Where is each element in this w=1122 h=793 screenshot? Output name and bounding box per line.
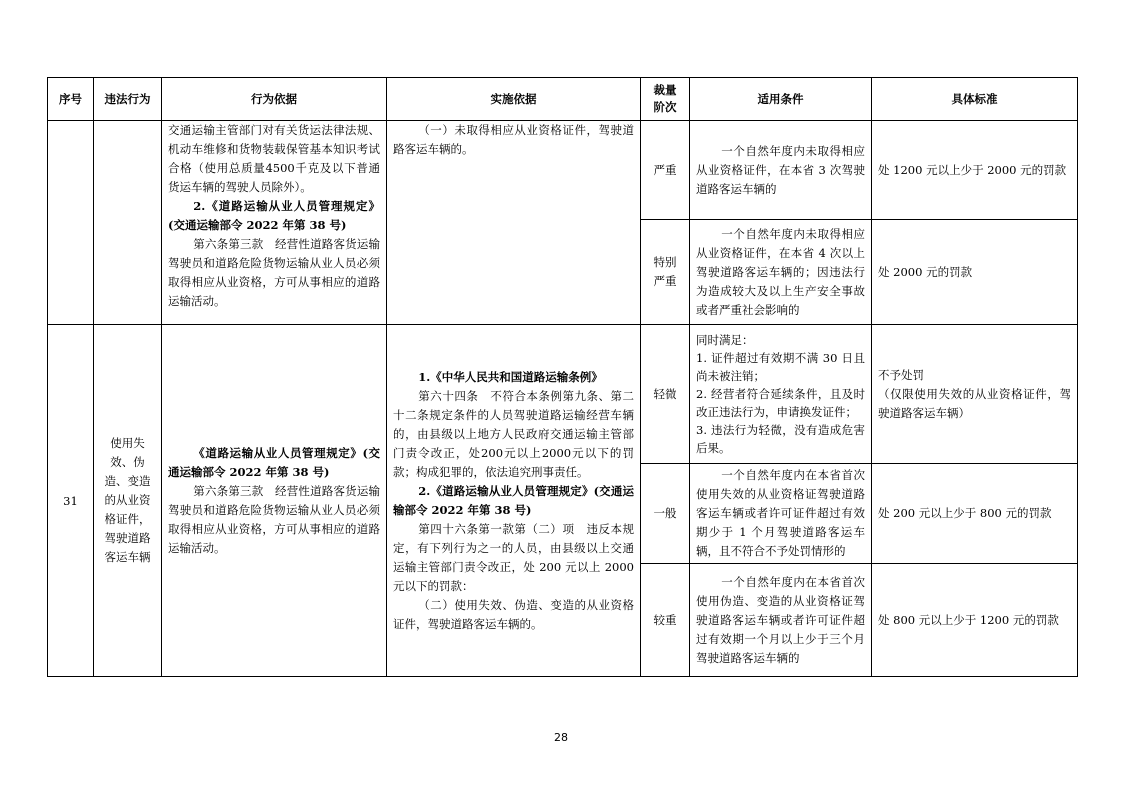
table-header-row xyxy=(48,78,1078,121)
row31-number: 31 xyxy=(48,325,94,677)
row30-condition-2: 一个自然年度内未取得相应从业资格证件，在本省 4 次以上驾驶道路客运车辆的；因违法行为造成较大及以上生产安全事故或者严重社会影响的 xyxy=(690,220,872,325)
row31-impl-line-4: 第四十六条第一款第（二）项 违反本规定，有下列行为之一的人员，由县级以上交通运输主管部门责令改正，处 200 元以上 2000 元以下的罚款： xyxy=(393,521,634,593)
page-number: 28 xyxy=(554,731,568,744)
row31-basis-line-2: 第六条第三款 经营性道路客货运输驾驶员和道路危险货物运输从业人员必须取得相应从业资格，方可从事相应的道路运输活动。 xyxy=(168,483,380,555)
row30-number xyxy=(48,121,94,325)
row30-level-2: 特别 严重 xyxy=(641,220,690,325)
row31-implementation xyxy=(387,325,641,677)
row30-implementation: （一）未取得相应从业资格证件，驾驶道路客运车辆的。 xyxy=(387,121,641,325)
row30-standard-1: 处 1200 元以上少于 2000 元的罚款 xyxy=(872,121,1078,220)
row31-standard-1: 不予处罚 （仅限使用失效的从业资格证件，驾驶道路客运车辆） xyxy=(872,325,1078,464)
row31-condition-1: 同时满足： 1. 证件超过有效期不满 30 日且尚未被注销； 2. 经营者符合延续条件，且及时改正违法行为，申请换发证件； 3. 违法行为轻微，没有造成危害后果。 xyxy=(690,325,872,464)
row30-basis-line-2: 2.《道路运输从业人员管理规定》(交通运输部令 2022 年第 38 号) xyxy=(168,199,380,232)
row31-impl-line-2: 第六十四条 不符合本条例第九条、第二十二条规定条件的人员驾驶道路运输经营车辆的，由县级以上地方人民政府交通运输主管部门责令改正，处200元以上2000元以下的罚款；构成犯罪的，依法追究刑事责任。 xyxy=(393,388,634,479)
table-row xyxy=(48,121,1078,220)
row31-standard-3: 处 800 元以上少于 1200 元的罚款 xyxy=(872,564,1078,677)
header-implementation: 实施依据 xyxy=(387,78,641,121)
row30-standard-2: 处 2000 元的罚款 xyxy=(872,220,1078,325)
header-basis: 行为依据 xyxy=(162,78,387,121)
row30-condition-1: 一个自然年度内未取得相应从业资格证件，在本省 3 次驾驶道路客运车辆的 xyxy=(690,121,872,220)
row31-level-2: 一般 xyxy=(641,464,690,564)
row30-violation xyxy=(94,121,162,325)
row31-basis xyxy=(162,325,387,677)
penalty-standard-table xyxy=(47,77,1078,677)
row30-level-1: 严重 xyxy=(641,121,690,220)
row31-impl-line-3: 2.《道路运输从业人员管理规定》(交通运输部令 2022 年第 38 号) xyxy=(393,483,634,517)
row31-standard-2: 处 200 元以上少于 800 元的罚款 xyxy=(872,464,1078,564)
row31-condition-2: 一个自然年度内在本省首次使用失效的从业资格证驾驶道路客运车辆或者许可证件超过有效期少于 1 个月驾驶道路客运车辆，且不符合不予处罚情形的 xyxy=(690,464,872,564)
row30-basis-line-1: 交通运输主管部门对有关货运法律法规、机动车维修和货物装载保管基本知识考试合格（使用总质量4500千克及以下普通货运车辆的驾驶人员除外）。 xyxy=(168,123,380,194)
header-condition: 适用条件 xyxy=(690,78,872,121)
row31-impl-line-1: 1.《中华人民共和国道路运输条例》 xyxy=(418,369,603,384)
table-row xyxy=(48,325,1078,464)
header-number: 序号 xyxy=(48,78,94,121)
row31-basis-line-1: 《道路运输从业人员管理规定》(交通运输部令 2022 年第 38 号) xyxy=(168,445,380,479)
row30-basis xyxy=(162,121,387,325)
row31-violation: 使用失效、伪造、变造的从业资格证件，驾驶道路客运车辆 xyxy=(94,325,162,677)
row31-condition-3: 一个自然年度内在本省首次使用伪造、变造的从业资格证驾驶道路客运车辆或者许可证件超过有效期一个月以上少于三个月驾驶道路客运车辆的 xyxy=(690,564,872,677)
row31-level-3: 较重 xyxy=(641,564,690,677)
row31-impl-line-5: （二）使用失效、伪造、变造的从业资格证件，驾驶道路客运车辆的。 xyxy=(393,597,634,631)
header-level: 裁量 阶次 xyxy=(641,78,690,121)
header-violation: 违法行为 xyxy=(94,78,162,121)
row31-level-1: 轻微 xyxy=(641,325,690,464)
header-standard: 具体标准 xyxy=(872,78,1078,121)
row30-basis-line-3: 第六条第三款 经营性道路客货运输驾驶员和道路危险货物运输从业人员必须取得相应从业资格，方可从事相应的道路运输活动。 xyxy=(168,237,380,308)
